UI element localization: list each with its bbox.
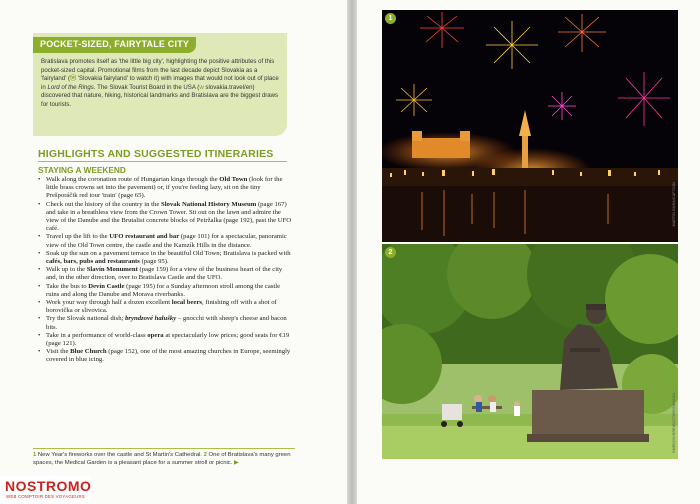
- sidebar-title: POCKET-SIZED, FAIRYTALE CITY: [33, 37, 196, 53]
- nostromo-logo: NOSTROMO WEB COMPTOIR DES VOYAGEURS: [0, 476, 90, 504]
- photo-captions: [33, 448, 295, 467]
- list-item: • Try the Slovak national dish; bryndzové halušky – gnocchi with sheep's cheese and bacon bits.: [38, 315, 292, 331]
- caption-1: New Year's fireworks over the castle and St Martin's Cathedral.: [37, 452, 202, 458]
- list-item: • Take in a performance of world-class opera at spectacularly low prices; good seats for €19 (page 121).: [38, 332, 292, 348]
- caption-2: One of Bratislava's many green spaces, the Medical Garden is a pleasant place for a summer stroll or picnic.: [33, 452, 291, 466]
- photo-credit: MARTIN BUDA/CAPTION: [672, 181, 676, 226]
- caption-number: 2: [203, 452, 207, 458]
- sidebar-link[interactable]: slovakia.travel/en: [205, 83, 253, 91]
- section-subheading: STAYING A WEEKEND: [38, 165, 126, 175]
- list-item: • Work your way through half a dozen excellent local beers, finishing off with a shot of borovička or slivovica.: [38, 299, 292, 315]
- book-gutter: [347, 0, 357, 504]
- park-statue-photo: [382, 244, 678, 459]
- fireworks-photo: [382, 10, 678, 242]
- list-item: • Walk along the coronation route of Hungarian kings through the Old Town (look for the little brass crowns set into the pavement) or, if you're feeling lazy, sit on the tiny Prešporáčik red tour 'train' (page 65).: [38, 176, 292, 201]
- section-heading: HIGHLIGHTS AND SUGGESTED ITINERARIES: [38, 148, 274, 160]
- park-illustration: [382, 244, 678, 459]
- list-item: • Visit the Blue Church (page 152), one of the most amazing churches in Europe, seemingly covered in blue icing.: [38, 348, 292, 364]
- arrow-right-icon: ▶: [234, 460, 239, 466]
- list-item: • Take the bus to Devín Castle (page 195) for a Sunday afternoon stroll among the castle ruins and along the Danube and Morava riverbanks.: [38, 283, 292, 299]
- itinerary-list: [38, 176, 292, 365]
- caption-number: 1: [33, 452, 37, 458]
- divider: [38, 161, 287, 162]
- photo-number-badge: 1: [385, 13, 396, 24]
- list-item: • Travel up the lift to the UFO restaurant and bar (page 101) for a spectacular, panoramic view of the Old Town centre, the castle and the Kamzík Hills in the distance.: [38, 233, 292, 249]
- web-icon: w: [199, 83, 206, 91]
- sidebar-box: [33, 33, 287, 136]
- photo-number-badge: 2: [385, 247, 396, 258]
- list-item: • Soak up the sun on a pavement terrace in the beautiful Old Town; Bratislava is packed with cafés, bars, pubs and restaurants (page 95).: [38, 250, 292, 266]
- sidebar-body: Bratislava promotes itself as 'the little big city', highlighting the positive attributes of this pocket-sized capital. Promotional films from the last decade depict Slovakia as a 'fairyland' (ⓦ 'Slovakia fairyland' to watch it) with images that would not look out of place in Lord of the Rings. The Slovak Tourist Board in the USA (w slovakia.travel/en) discovered that nature, hiking, historical landmarks and Bratislava are the biggest draws for tourists.: [41, 58, 279, 108]
- photo-credit: SMRKOV/DREAMSTIME/SAHIDOL: [672, 392, 676, 453]
- web-icon: ⓦ: [70, 75, 78, 83]
- list-item: • Walk up to the Slavín Monument (page 159) for a view of the business heart of the city and, in the other direction, over to Bratislava Castle and the UFO.: [38, 266, 292, 282]
- fireworks-illustration: [382, 10, 678, 242]
- list-item: • Check out the history of the country in the Slovak National History Museum (page 167) and take in a breathless view from the Crown Tower. Sit out on the lawn and admire the view of the Danube and the Brutalist concrete blocks of Petržalka (page 192), past the UFO café.: [38, 201, 292, 234]
- left-page: [0, 0, 347, 504]
